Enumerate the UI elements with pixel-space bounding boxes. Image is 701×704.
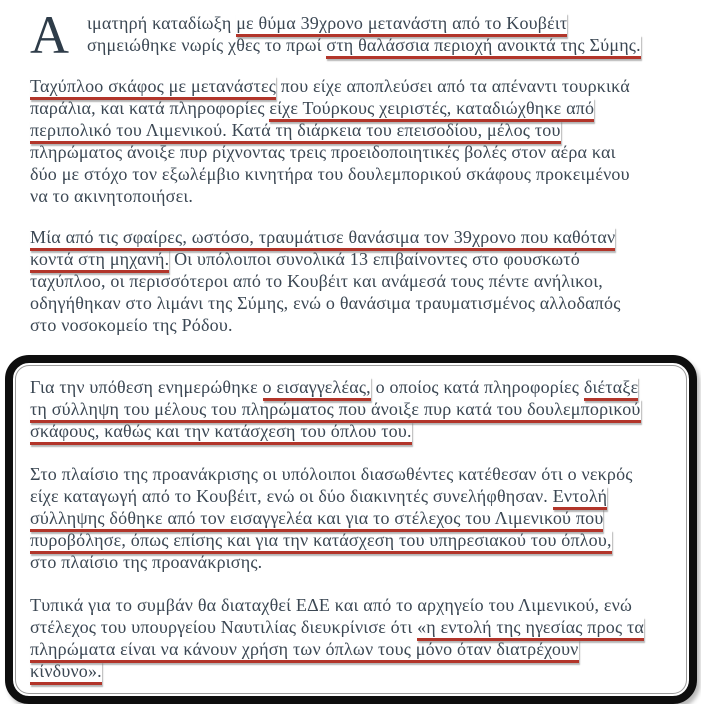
red-underline-annotation: Μία από τις σφαίρες, ωστόσο, τραυμάτισε θανάσιμα τον 39χρονο που καθόταν	[30, 227, 615, 251]
text-line	[30, 376, 677, 398]
red-underline-annotation: διέταξε	[584, 377, 639, 401]
text-segment: Για την υπόθεση ενημερώθηκε	[30, 377, 263, 397]
text-segment: στέλεχος του υπουργείου Ναυτιλίας διευκρίνισε ότι	[30, 617, 418, 637]
highlight-box	[5, 355, 697, 704]
text-line	[30, 163, 675, 185]
text-segment: Οι υπόλοιποι συνολικά 13 επιβαίνοντες στο φουσκωτό	[169, 249, 580, 269]
text-line	[30, 463, 677, 485]
text-line	[30, 420, 677, 442]
red-underline-annotation: «η εντολή της ηγεσίας προς τα	[417, 617, 644, 641]
text-line	[30, 226, 675, 248]
text-segment: σημειώθηκε νωρίς χθες το πρωί	[87, 35, 327, 55]
text-segment: Στο πλαίσιο της προανάκρισης οι υπόλοιποι διασωθέντες κατέθεσαν ότι ο νεκρός	[30, 464, 633, 484]
text-line	[30, 185, 675, 207]
red-underline-annotation: κοντά στη μηχανή.	[30, 249, 169, 273]
text-segment: Τυπικά για το συμβάν θα διαταχθεί ΕΔΕ και από το αρχηγείο του Λιμενικού, ενώ	[30, 595, 633, 615]
text-line	[30, 141, 675, 163]
text-line	[30, 270, 675, 292]
article-body	[30, 5, 675, 336]
text-line	[30, 97, 675, 119]
text-line	[30, 248, 675, 270]
red-underline-annotation: σκάφους, καθώς και την κατάσχεση του όπλου του.	[30, 421, 412, 445]
red-underline-annotation: σύλληψης δόθηκε από τον εισαγγελέα και για το στέλεχος του Λιμενικού που	[30, 508, 603, 532]
text-line	[30, 485, 677, 507]
text-line	[30, 75, 675, 97]
text-segment: που είχε αποπλεύσει από τα απέναντι τουρκικά	[276, 76, 630, 96]
red-underline-annotation: ο εισαγγελέας,	[263, 377, 371, 401]
red-underline-annotation: Ταχύπλοο σκάφος με μετανάστες	[30, 76, 276, 100]
text-line	[30, 529, 677, 551]
paragraph	[30, 594, 677, 682]
text-segment: οδηγήθηκαν στο λιμάνι της Σύμης, ενώ ο θανάσιμα τραυματισμένος αλλοδαπός	[30, 293, 621, 313]
text-line	[30, 551, 677, 573]
text-segment: να το ακινητοποιήσει.	[30, 186, 194, 206]
drop-cap: Α	[30, 5, 69, 65]
text-line	[87, 12, 675, 34]
text-segment: είχε καταγωγή από το Κουβέιτ, ενώ οι δύο διακινητές συνελήφθησαν.	[30, 486, 553, 506]
red-underline-annotation: περιπολικό του Λιμενικού. Κατά τη διάρκεια του επεισοδίου, μέλος του	[30, 120, 561, 144]
text-segment: ταχύπλοο, οι περισσότεροι από το Κουβέιτ και ανάμεσά τους πέντε ανήλικοι,	[30, 271, 604, 291]
text-line	[87, 34, 675, 56]
text-line	[30, 660, 677, 682]
text-line	[30, 638, 677, 660]
red-underline-annotation: πληρώματα είναι να κάνουν χρήση των όπλων τους μόνο όταν διατρέχουν	[30, 639, 579, 663]
text-line	[30, 398, 677, 420]
text-segment: παράλια, και κατά πληροφορίες	[30, 98, 270, 118]
red-underline-annotation: στη θαλάσσια περιοχή ανοικτά της Σύμης.	[326, 35, 640, 59]
text-line	[30, 292, 675, 314]
red-underline-annotation: Εντολή	[553, 486, 608, 510]
text-line	[30, 507, 677, 529]
paragraph	[30, 226, 675, 336]
text-line	[30, 314, 675, 336]
text-segment: στο νοσοκομείο της Ρόδου.	[30, 315, 233, 335]
red-underline-annotation: κίνδυνο».	[30, 661, 102, 685]
text-line	[30, 616, 677, 638]
text-segment: πληρώματος άνοιξε πυρ ρίχνοντας τρεις προειδοποιητικές βολές στον αέρα και	[30, 142, 616, 162]
text-line	[30, 119, 675, 141]
paragraph	[30, 463, 677, 573]
paragraph	[30, 5, 675, 65]
text-segment: ιματηρή καταδίωξη	[87, 13, 237, 33]
text-segment: ο οποίος κατά πληροφορίες	[370, 377, 584, 397]
text-line	[30, 594, 677, 616]
text-segment: δύο με στόχο τον εξωλέμβιο κινητήρα του δουλεμπορικού σκάφους προκειμένου	[30, 164, 630, 184]
text-segment: στο πλαίσιο της προανάκρισης.	[30, 552, 263, 572]
paragraph	[30, 376, 677, 442]
red-underline-annotation: είχε Τούρκους χειριστές, καταδιώχθηκε από	[269, 98, 594, 122]
red-underline-annotation: με θύμα 39χρονο μετανάστη από το Κουβέιτ	[236, 13, 567, 37]
red-underline-annotation: πυροβόλησε, όπως επίσης και για την κατάσχεση του υπηρεσιακού του όπλου,	[30, 530, 612, 554]
paragraph	[30, 75, 675, 207]
red-underline-annotation: τη σύλληψη του μέλους του πληρώματος που άνοιξε πυρ κατά του δουλεμπορικού	[30, 399, 641, 423]
